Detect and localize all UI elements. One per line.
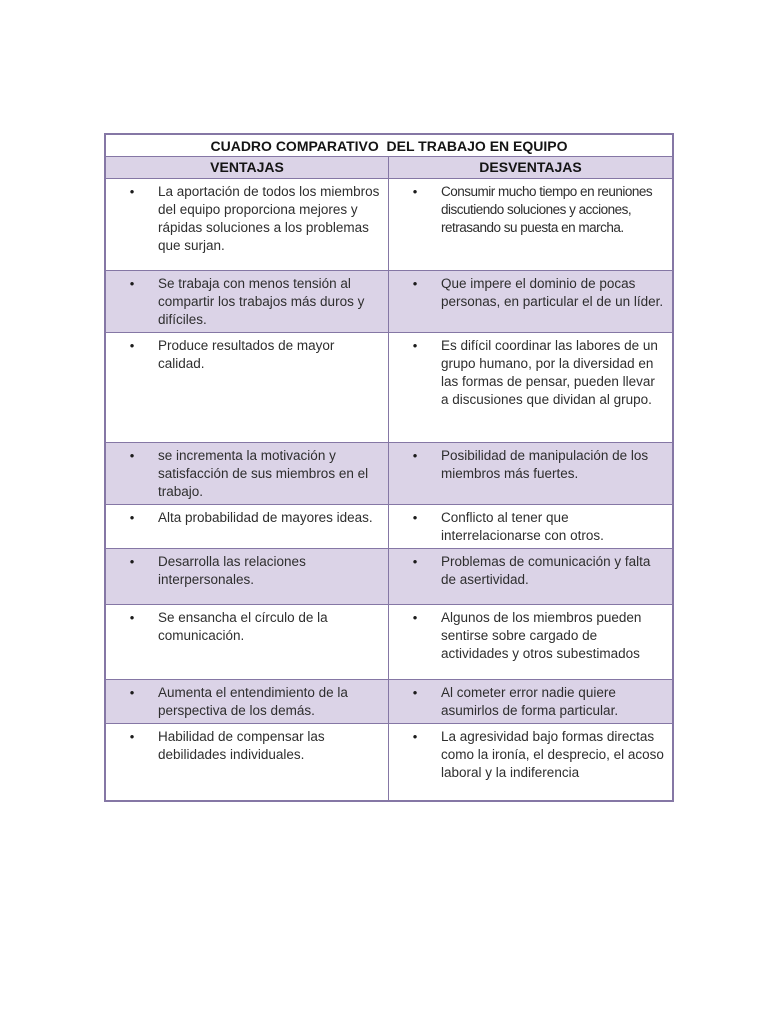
desventaja-text: La agresividad bajo formas directas como la ironía, el desprecio, el acoso laboral y la indiferencia: [441, 729, 664, 780]
bullet-icon: •: [412, 276, 418, 291]
desventaja-cell: [389, 724, 672, 800]
desventaja-text: Conflicto al tener que interrelacionarse con otros.: [441, 510, 604, 543]
desventaja-cell: [389, 680, 672, 723]
bullet-icon: •: [129, 276, 135, 291]
table-row: [106, 271, 672, 333]
ventaja-cell: [106, 443, 389, 504]
ventaja-text: Desarrolla las relaciones interpersonales.: [158, 554, 306, 587]
desventaja-cell: [389, 333, 672, 442]
desventaja-cell: [389, 443, 672, 504]
desventaja-text: Al cometer error nadie quiere asumirlos de forma particular.: [441, 685, 619, 718]
table-row: [106, 605, 672, 680]
bullet-icon: •: [129, 448, 135, 463]
table-row: [106, 724, 672, 800]
ventaja-cell: [106, 271, 389, 332]
ventaja-cell: [106, 724, 389, 800]
bullet-icon: •: [412, 448, 418, 463]
table-row: [106, 179, 672, 271]
desventaja-cell: [389, 605, 672, 679]
bullet-icon: •: [412, 685, 418, 700]
desventaja-cell: [389, 505, 672, 548]
desventaja-text: Algunos de los miembros pueden sentirse sobre cargado de actividades y otros subestimados: [441, 610, 642, 661]
bullet-icon: •: [412, 510, 418, 525]
ventaja-cell: [106, 333, 389, 442]
ventaja-text: Se trabaja con menos tensión al compartir los trabajos más duros y difíciles.: [158, 276, 365, 327]
ventaja-text: Alta probabilidad de mayores ideas.: [158, 510, 373, 525]
ventaja-text: La aportación de todos los miembros del equipo proporciona mejores y rápidas soluciones a los problemas que surjan.: [158, 184, 380, 253]
table-row: [106, 680, 672, 724]
table-row: [106, 505, 672, 549]
bullet-icon: •: [129, 685, 135, 700]
ventaja-cell: [106, 605, 389, 679]
table-row: [106, 333, 672, 443]
ventaja-text: Se ensancha el círculo de la comunicación.: [158, 610, 328, 643]
ventaja-text: Produce resultados de mayor calidad.: [158, 338, 335, 371]
bullet-icon: •: [412, 184, 418, 199]
bullet-icon: •: [129, 184, 135, 199]
desventaja-cell: [389, 179, 672, 270]
bullet-icon: •: [412, 610, 418, 625]
bullet-icon: •: [129, 510, 135, 525]
desventaja-cell: [389, 271, 672, 332]
table-row: [106, 549, 672, 605]
table-header-row: [106, 157, 672, 179]
desventaja-text: Que impere el dominio de pocas personas, en particular el de un líder.: [441, 276, 664, 309]
column-header-desventajas: DESVENTAJAS: [479, 159, 582, 175]
bullet-icon: •: [129, 610, 135, 625]
desventaja-text: Problemas de comunicación y falta de asertividad.: [441, 554, 651, 587]
table-row: [106, 443, 672, 505]
desventaja-cell: [389, 549, 672, 604]
bullet-icon: •: [129, 554, 135, 569]
bullet-icon: •: [129, 729, 135, 744]
desventaja-text: Es difícil coordinar las labores de un grupo humano, por la diversidad en las formas de pensar, pueden llevar a discusiones que dividan al grupo.: [441, 338, 658, 407]
ventaja-cell: [106, 680, 389, 723]
ventaja-text: Aumenta el entendimiento de la perspectiva de los demás.: [158, 685, 348, 718]
comparative-table: [104, 133, 674, 802]
table-title: CUADRO COMPARATIVO DEL TRABAJO EN EQUIPO: [106, 135, 672, 157]
desventaja-text: Consumir mucho tiempo en reuniones discutiendo soluciones y acciones, retrasando su puesta en marcha.: [441, 184, 653, 235]
ventaja-cell: [106, 505, 389, 548]
ventaja-cell: [106, 179, 389, 270]
ventaja-text: Habilidad de compensar las debilidades individuales.: [158, 729, 325, 762]
desventaja-text: Posibilidad de manipulación de los miembros más fuertes.: [441, 448, 649, 481]
column-header-ventajas: VENTAJAS: [106, 157, 389, 178]
bullet-icon: •: [412, 554, 418, 569]
bullet-icon: •: [412, 729, 418, 744]
ventaja-cell: [106, 549, 389, 604]
bullet-icon: •: [129, 338, 135, 353]
ventaja-text: se incrementa la motivación y satisfacción de sus miembros en el trabajo.: [158, 448, 369, 499]
bullet-icon: •: [412, 338, 418, 353]
